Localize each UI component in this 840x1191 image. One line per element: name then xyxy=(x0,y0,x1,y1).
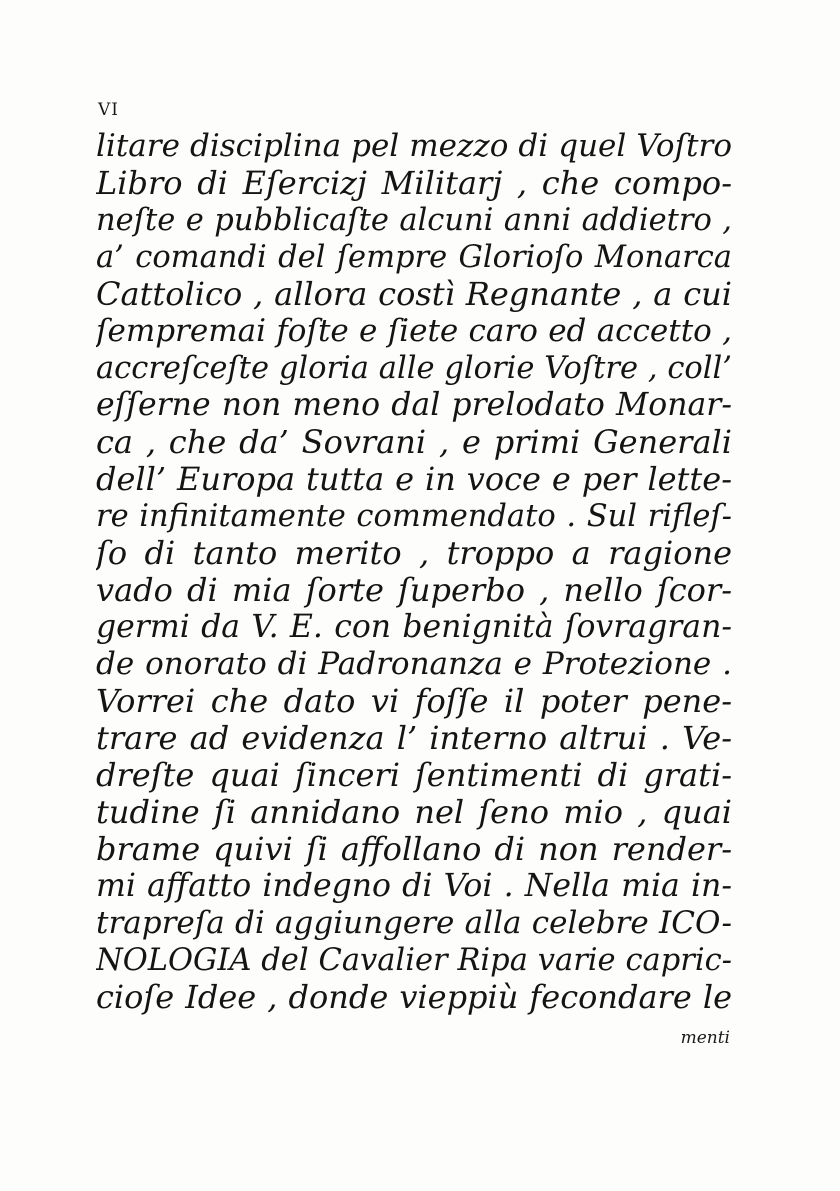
text-line: mi affatto indegno di Voi . Nella mia in- xyxy=(96,868,732,904)
text-line: vado di mia ſorte ſuperbo , nello ſcor- xyxy=(96,572,732,609)
text-line: neſte e pubblicaſte alcuni anni addietro , xyxy=(96,203,732,238)
text-line: Cattolico , allora costì Regnante , a cui xyxy=(96,276,732,313)
text-line: trapreſa di aggiungere alla celebre ICO- xyxy=(96,905,732,941)
text-line: Vorrei che dato vi foſſe il poter pene- xyxy=(96,683,732,720)
text-line: germi da V. E. con benignità ſovragran- xyxy=(96,609,732,645)
text-line: de onorato di Padronanza e Protezione . xyxy=(96,646,732,682)
catchword: menti xyxy=(680,1028,730,1048)
text-line: re infinitamente commendato . Sul rifleſ- xyxy=(96,499,732,534)
text-line: cioſe Idee , donde vieppiù fecondare le xyxy=(96,979,732,1016)
text-line: ca , che da’ Sovrani , e primi Generali xyxy=(96,424,732,461)
body-text xyxy=(96,128,732,1016)
text-line: dell’ Europa tutta e in voce e per lette- xyxy=(96,461,732,498)
text-line: eſſerne non meno dal prelodato Monar- xyxy=(96,387,732,423)
text-line: litare disciplina pel mezzo di quel Voſtro xyxy=(96,128,732,164)
text-line: NOLOGIA del Cavalier Ripa varie capric- xyxy=(96,943,732,978)
text-line: ſo di tanto merito , troppo a ragione xyxy=(96,535,732,572)
text-line: dreſte quai ſinceri ſentimenti di grati- xyxy=(96,757,732,794)
page-number: VI xyxy=(98,100,119,120)
text-line: a’ comandi del ſempre Glorioſo Monarca xyxy=(96,240,732,275)
text-line: accreſceſte gloria alle glorie Voſtre , coll’ xyxy=(96,351,732,386)
text-line: tudine ſi annidano nel ſeno mio , quai xyxy=(96,794,732,831)
text-line: ſempremai foſte e ſiete caro ed accetto , xyxy=(96,313,732,349)
text-line: Libro di Eſercizj Militarj , che compo- xyxy=(96,165,732,202)
text-line: brame quivi ſi affollano di non render- xyxy=(96,831,732,868)
text-line: trare ad evidenza l’ interno altrui . Ve- xyxy=(96,720,732,757)
